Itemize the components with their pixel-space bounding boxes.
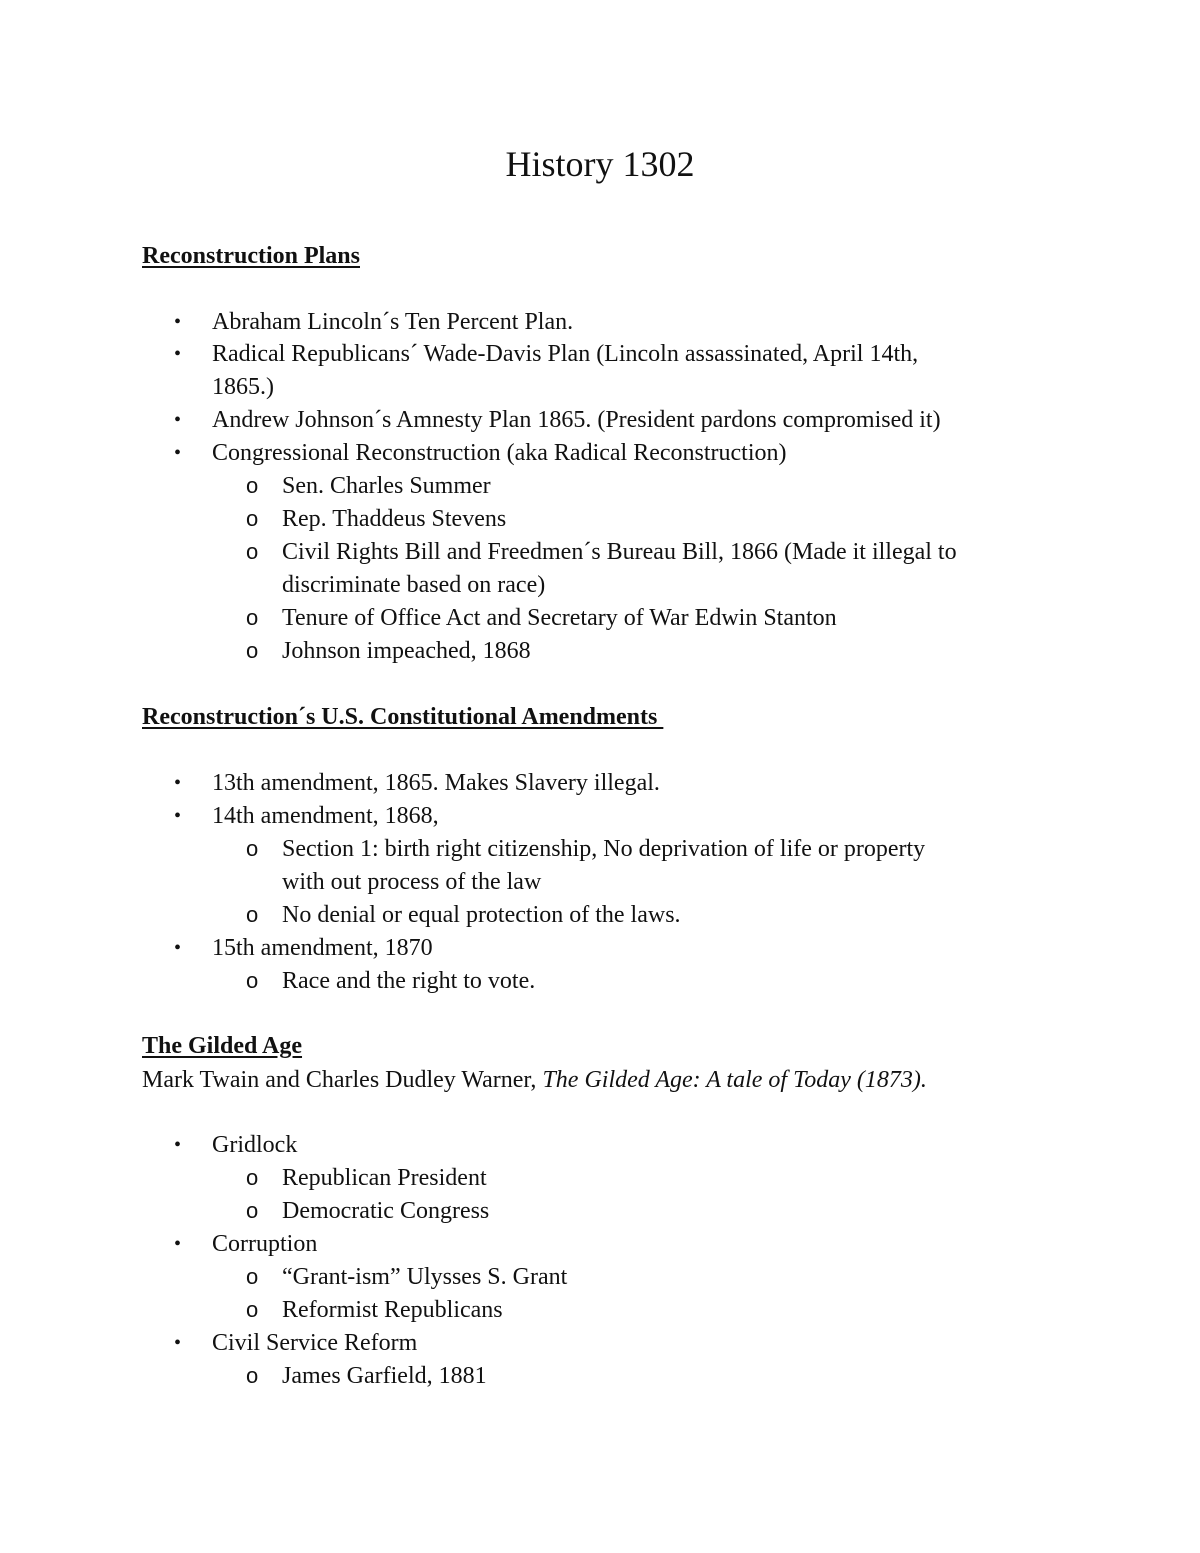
page-title: History 1302 [505,144,695,184]
bullet-marker: • [174,1134,182,1156]
sub-list-item-continuation: with out process of the law [282,869,542,895]
sub-bullet-marker: o [246,1198,259,1223]
section-heading-reconstruction-plans: Reconstruction Plans [142,243,360,269]
sub-list-item: Rep. Thaddeus Stevens [282,506,507,532]
sub-list-item: Tenure of Office Act and Secretary of War Edwin Stanton [282,605,837,631]
section-heading-gilded-age: The Gilded Age [142,1033,303,1059]
sub-list-item: “Grant-ism” Ulysses S. Grant [282,1264,568,1290]
sub-list-item: Race and the right to vote. [282,968,536,994]
sub-list-item: Democratic Congress [282,1198,490,1224]
list-item: 14th amendment, 1868, [212,803,439,829]
sub-bullet-marker: o [246,1297,259,1322]
sub-list-item: Civil Rights Bill and Freedmen´s Bureau Bill, 1866 (Made it illegal to [282,539,957,565]
list-item: Andrew Johnson´s Amnesty Plan 1865. (President pardons compromised it) [212,407,941,433]
sub-bullet-marker: o [246,638,259,663]
gilded-age-intro [142,1064,927,1096]
list-item: Civil Service Reform [212,1330,418,1356]
sub-list-item: Republican President [282,1165,487,1191]
bullet-marker: • [174,772,182,794]
bullet-marker: • [174,1332,182,1354]
bullet-marker: • [174,311,182,333]
sub-bullet-marker: o [246,968,259,993]
sub-bullet-marker: o [246,1264,259,1289]
sub-bullet-marker: o [246,1165,259,1190]
list-item: 13th amendment, 1865. Makes Slavery illegal. [212,770,660,796]
bullet-marker: • [174,409,182,431]
sub-list-item: Johnson impeached, 1868 [282,638,531,664]
bullet-marker: • [174,442,182,464]
sub-bullet-marker: o [246,902,259,927]
bullet-marker: • [174,805,182,827]
section-heading-amendments: Reconstruction´s U.S. Constitutional Amendments [142,704,664,730]
sub-list-item: No denial or equal protection of the laws. [282,902,681,928]
sub-bullet-marker: o [246,539,259,564]
sub-list-item: Reformist Republicans [282,1297,503,1323]
sub-bullet-marker: o [246,836,259,861]
list-item: Abraham Lincoln´s Ten Percent Plan. [212,309,574,335]
sub-list-item: James Garfield, 1881 [282,1363,487,1389]
sub-bullet-marker: o [246,473,259,498]
sub-bullet-marker: o [246,1363,259,1388]
list-item: Radical Republicans´ Wade-Davis Plan (Lincoln assassinated, April 14th, [212,341,919,367]
bullet-marker: • [174,343,182,365]
list-item: 15th amendment, 1870 [212,935,433,961]
intro-authors: Mark Twain and Charles Dudley Warner, [142,1067,543,1093]
bullet-marker: • [174,937,182,959]
sub-bullet-marker: o [246,506,259,531]
list-item: Gridlock [212,1132,298,1158]
sub-list-item: Section 1: birth right citizenship, No deprivation of life or property [282,836,926,862]
sub-list-item-continuation: discriminate based on race) [282,572,546,598]
list-item-continuation: 1865.) [212,374,274,400]
list-item: Corruption [212,1231,318,1257]
sub-list-item: Sen. Charles Summer [282,473,491,499]
bullet-marker: • [174,1233,182,1255]
intro-book-title: The Gilded Age: A tale of Today (1873). [542,1067,927,1093]
list-item: Congressional Reconstruction (aka Radical Reconstruction) [212,440,787,466]
sub-bullet-marker: o [246,605,259,630]
